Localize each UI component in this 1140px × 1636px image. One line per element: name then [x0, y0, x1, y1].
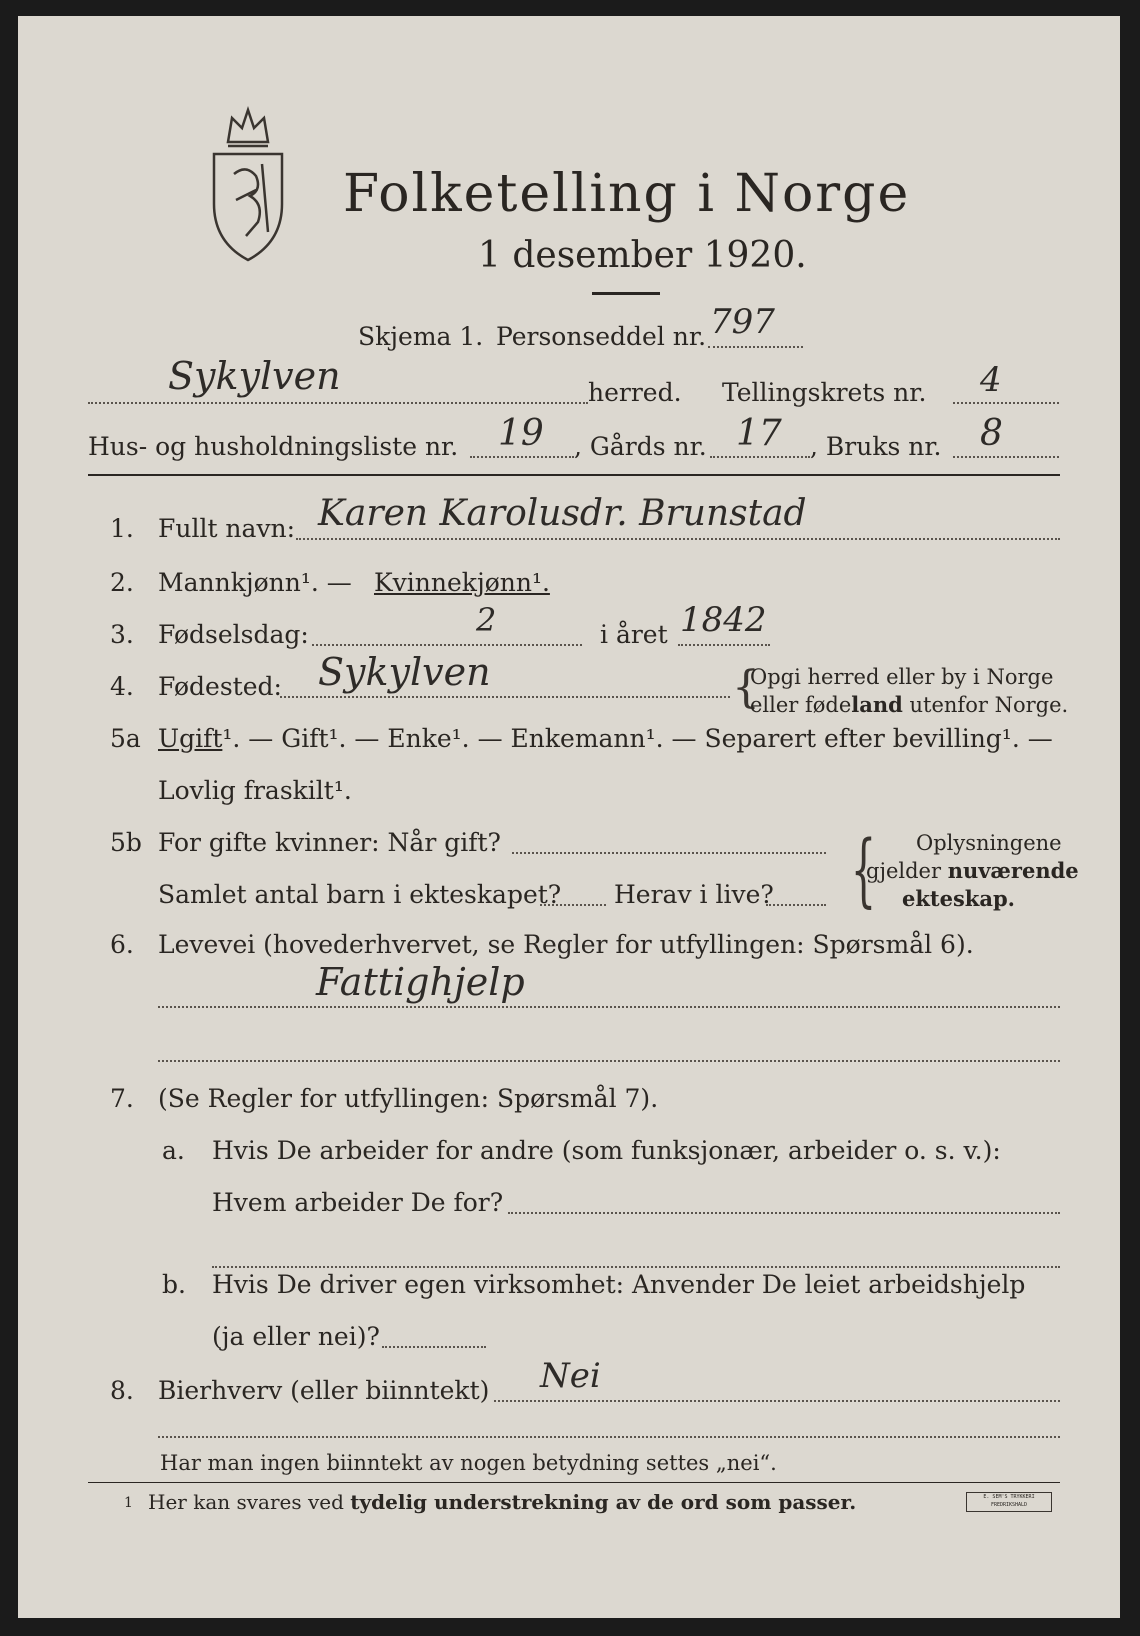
- q4-note-line1: Opgi herred eller by i Norge: [750, 665, 1054, 689]
- q6-line1: [158, 1006, 1060, 1008]
- bruks-label: , Bruks nr.: [810, 432, 942, 461]
- q5a-options: Ugift¹. — Gift¹. — Enke¹. — Enkemann¹. — Separert efter bevilling¹. —: [158, 724, 1053, 753]
- footnote-text: Her kan svares ved tydelig understrekning av de ord som passer.: [148, 1490, 857, 1514]
- q5b-brace: {: [850, 823, 877, 916]
- coat-of-arms-icon: [206, 104, 290, 264]
- hus-label: Hus- og husholdningsliste nr.: [88, 432, 459, 461]
- q7b-line1: Hvis De driver egen virksomhet: Anvender De leiet arbeidshjelp: [212, 1270, 1026, 1299]
- q5b-alive-line: [766, 904, 826, 906]
- herred-label: herred.: [588, 378, 682, 407]
- gards-value[interactable]: 17: [736, 413, 782, 454]
- q8-line: [494, 1400, 1060, 1402]
- q3-year-label: i året: [600, 620, 668, 649]
- q2-number: 2.: [110, 568, 134, 597]
- q7-label: (Se Regler for utfyllingen: Spørsmål 7).: [158, 1084, 659, 1113]
- q5b-line2b: Herav i live?: [614, 880, 774, 909]
- footnote-mark: 1: [124, 1495, 133, 1511]
- q4-line: [280, 696, 730, 698]
- q5a-ugift[interactable]: Ugift: [158, 724, 223, 753]
- q4-note-line2: eller fødeland utenfor Norge.: [750, 692, 1069, 717]
- q5b-note1: Oplysningene: [916, 831, 1062, 855]
- birth-day-value[interactable]: 2: [476, 601, 497, 639]
- herred-value[interactable]: Sykylven: [168, 354, 341, 398]
- q5b-number: 5b: [110, 828, 142, 857]
- hus-line: [470, 456, 574, 458]
- q7-number: 7.: [110, 1084, 134, 1113]
- side-income-note: Har man ingen biinntekt av nogen betydning settes „nei“.: [160, 1451, 777, 1475]
- q8-number: 8.: [110, 1376, 134, 1405]
- q4-label: Fødested:: [158, 672, 282, 701]
- census-date: 1 desember 1920.: [478, 235, 807, 276]
- q5b-line1: For gifte kvinner: Når gift?: [158, 828, 501, 857]
- bruks-value[interactable]: 8: [980, 413, 1003, 454]
- q6-number: 6.: [110, 930, 134, 959]
- q3-number: 3.: [110, 620, 134, 649]
- page-title: Folketelling i Norge: [343, 164, 911, 224]
- q5b-line2: Samlet antal barn i ekteskapet?: [158, 880, 562, 909]
- q5a-number: 5a: [110, 724, 141, 753]
- q7b-number: b.: [162, 1270, 186, 1299]
- title-divider: [592, 292, 660, 295]
- occupation-value[interactable]: Fattighjelp: [316, 960, 525, 1004]
- personseddel-label: Personseddel nr.: [496, 322, 707, 351]
- q3-day-line: [312, 644, 582, 646]
- gards-line: [710, 456, 810, 458]
- bruks-line: [953, 456, 1059, 458]
- q6-label: Levevei (hovederhvervet, se Regler for utfyllingen: Spørsmål 6).: [158, 930, 974, 959]
- full-name-value[interactable]: Karen Karolusdr. Brunstad: [318, 493, 807, 534]
- personseddel-value[interactable]: 797: [710, 302, 775, 342]
- birthplace-value[interactable]: Sykylven: [318, 650, 491, 694]
- q7a-line1: Hvis De arbeider for andre (som funksjonær, arbeider o. s. v.):: [212, 1136, 1001, 1165]
- gards-label: , Gårds nr.: [574, 432, 707, 461]
- tellingskrets-line: [953, 402, 1059, 404]
- q5b-children-line: [540, 904, 606, 906]
- q5a-line2: Lovlig fraskilt¹.: [158, 776, 352, 805]
- census-form-sheet: [18, 16, 1120, 1618]
- q3-year-line: [678, 644, 770, 646]
- q4-number: 4.: [110, 672, 134, 701]
- header-divider: [88, 474, 1060, 476]
- side-income-value[interactable]: Nei: [540, 1356, 601, 1396]
- q7a-number: a.: [162, 1136, 185, 1165]
- q7a-employer-line: [508, 1212, 1060, 1214]
- q7b-answer-line: [382, 1346, 486, 1348]
- q3-label: Fødselsdag:: [158, 620, 309, 649]
- q7a-line-extra: [212, 1266, 1060, 1268]
- q2-kvinne[interactable]: Kvinnekjønn¹.: [374, 568, 550, 597]
- q6-line2: [158, 1060, 1060, 1062]
- q5b-married-line: [512, 852, 826, 854]
- q2-mann: Mannkjønn¹. —: [158, 568, 352, 597]
- q8-line2: [158, 1436, 1060, 1438]
- q7b-line2: (ja eller nei)?: [212, 1322, 380, 1351]
- q1-number: 1.: [110, 514, 134, 543]
- birth-year-value[interactable]: 1842: [680, 600, 767, 640]
- q7a-line2: Hvem arbeider De for?: [212, 1188, 504, 1217]
- q4-brace: {: [732, 662, 760, 713]
- tellingskrets-value[interactable]: 4: [980, 360, 1002, 400]
- q5b-note2: gjelder nuværende: [866, 858, 1079, 883]
- printer-stamp: E. SEM'S TRYKKERI FREDRIKSHALD: [966, 1492, 1052, 1512]
- tellingskrets-label: Tellingskrets nr.: [722, 378, 927, 407]
- q1-line: [296, 538, 1060, 540]
- hus-value[interactable]: 19: [498, 413, 544, 454]
- personseddel-line: [708, 346, 803, 348]
- herred-line: [88, 402, 588, 404]
- q1-label: Fullt navn:: [158, 514, 296, 543]
- q8-label: Bierhverv (eller biinntekt): [158, 1376, 490, 1405]
- footnote-divider: [88, 1482, 1060, 1483]
- schema-label: Skjema 1.: [358, 322, 484, 351]
- q5b-note3: ekteskap.: [902, 886, 1015, 911]
